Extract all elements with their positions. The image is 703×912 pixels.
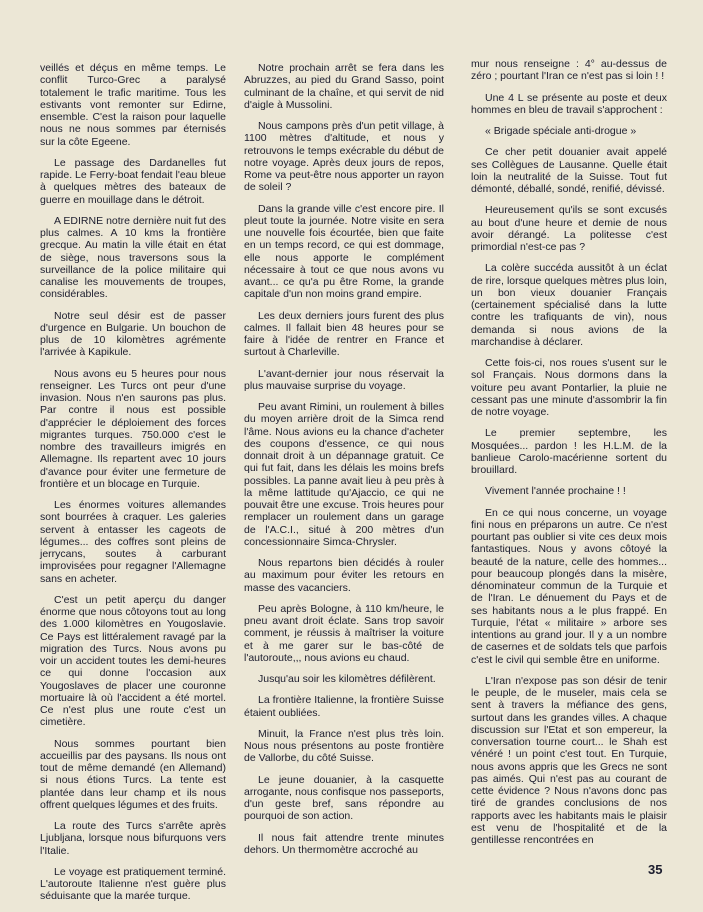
page-number: 35 xyxy=(648,862,663,877)
paragraph: Nous avons eu 5 heures pour nous renseigner. Les Turcs ont peur d'une invasion. Nous n'en saurons pas plus. Par contre il nous est possible d'apprécier le déploiement des forces migrantes turques. 750.000 c'est le nombre des travailleurs imigrés en Allemagne. Ils repartent avec 10 jours d'avance pour éviter une fermeture de frontière et un blocage en Turquie. xyxy=(40,367,226,490)
paragraph: Peu avant Rimini, un roulement à billes du moyen arrière droit de la Simca rend l'âme. Nous avions eu la chance d'acheter des coupons d'essence, ce qui nous donnait droit à un dépannage gratuit. Ce qui fut fait, dans les délais les moins brefs possibles. La panne avait lieu à peu près à la même lattitude qu'Ajaccio, ce qui ne pouvait être une excuse. Trois heures pour remplacer un roulement dans un garage de l'A.C.I., situé à 200 mètres d'un concessionnaire Simca-Chrysler. xyxy=(244,401,444,548)
paragraph: Ce cher petit douanier avait appelé ses Collègues de Lausanne. Quelle était loin la neutralité de la Suisse. Tout fut démonté, déballé, sondé, renifié, dévissé. xyxy=(471,146,667,195)
paragraph: veillés et déçus en même temps. Le conflit Turco-Grec a paralysé totalement le trafic maritime. Tous les estivants vont remonter sur Edirne, ensemble. C'est la raison pour laquelle nous ne nous sommes par éternisés sur la côte Egeene. xyxy=(40,62,226,148)
paragraph: Dans la grande ville c'est encore pire. Il pleut toute la journée. Notre visite en sera une nouvelle fois écourtée, bien que faite en un temps record, ce qui est dommage, elle nous apporte le complément nécessaire à tout ce que nous avons vu avant... ce qu'a pu être Rome, la grande capitale d'un non moins grand empire. xyxy=(244,202,444,301)
text-column-2 xyxy=(244,62,444,865)
paragraph: La frontière Italienne, la frontière Suisse étaient oubliées. xyxy=(244,694,444,719)
paragraph: Peu après Bologne, à 110 km/heure, le pneu avant droit éclate. Sans trop savoir comment, je réussis à maîtriser la voiture et à me garer sur le bas-côté de l'autoroute,,, nous avions eu chaud. xyxy=(244,602,444,664)
paragraph: Le voyage est pratiquement terminé. L'autoroute Italienne n'est guère plus séduisante que la marée turque. xyxy=(40,865,226,903)
paragraph: Le premier septembre, les Mosquées... pardon ! les H.L.M. de la banlieue Carolo-macérienne sortent du brouillard. xyxy=(471,427,667,476)
paragraph: Nous sommes pourtant bien accueillis par des paysans. Ils nous ont tout de même demandé (en Allemand) si nous étions Turcs. La tente est plantée dans leur champ et ils nous offrent quelques légumes et des fruits. xyxy=(40,737,226,811)
paragraph: Cette fois-ci, nos roues s'usent sur le sol Français. Nous dormons dans la voiture peu avant Pontarlier, la pluie ne cessant pas une minute d'assombrir la fin de notre voyage. xyxy=(471,357,667,418)
paragraph: A EDIRNE notre dernière nuit fut des plus calmes. A 10 kms la frontière grecque. Au matin la ville était en état de siège, nous traversons sous la surveillance de la police militaire qui canalise les mouvements de troupes, considérables. xyxy=(40,214,226,301)
paragraph: Nous campons près d'un petit village, à 1100 mètres d'altitude, et nous y retrouvons le temps exécrable du début de notre voyage. Après deux jours de repos, Rome va peut-être nous apporter un rayon de soleil ? xyxy=(244,120,444,194)
text-column-1 xyxy=(40,62,226,912)
paragraph: Minuit, la France n'est plus très loin. Nous nous présentons au poste frontière de Vallorbe, du côté Suisse. xyxy=(244,727,444,765)
paragraph: Heureusement qu'ils se sont excusés au bout d'une heure et demie de nous avoir dérangé. La politesse c'est primordial n'est-ce pas ? xyxy=(471,204,667,253)
paragraph: La colère succéda aussitôt à un éclat de rire, lorsque quelques mètres plus loin, un bon vieux douanier Français (certainement spécialisé dans la lutte contre les trafiquants de vin), nous demanda si nous avions de la marchandise à déclarer. xyxy=(471,262,667,348)
paragraph: Vivement l'année prochaine ! ! xyxy=(485,485,626,498)
paragraph: Notre seul désir est de passer d'urgence en Bulgarie. Un bouchon de plus de 10 kilomètres agrémente l'arrivée à Kapikule. xyxy=(40,309,226,359)
paragraph: Les deux derniers jours furent des plus calmes. Il fallait bien 48 heures pour se faire à l'idée de rentrer en France et surtout à Charleville. xyxy=(244,309,444,359)
paragraph: L'Iran n'expose pas son désir de tenir le peuple, de le museler, mais cela se sent à travers la méfiance des gens, surtout dans les grandes villes. A chaque discussion sur l'Etat et son empereur, la conversation tourne court... le Shah est vénéré ! un point c'est tout. En Turquie, nous avons appris que les Grecs ne sont pas aimés. Qui n'est pas au courant de cette évidence ? Nous n'avons donc pas tiré de grandes conclusions de nos rapports avec les habitants mais le plaisir est venu de l'hospitalité et de la gentillesse rencontrées en xyxy=(471,674,667,846)
paragraph: Le passage des Dardanelles fut rapide. Le Ferry-boat fendait l'eau bleue à quelques mètres des bateaux de guerre en mouillage dans le détroit. xyxy=(40,156,226,206)
paragraph: L'avant-dernier jour nous réservait la plus mauvaise surprise du voyage. xyxy=(244,367,444,392)
paragraph: La route des Turcs s'arrête après Ljubljana, lorsque nous bifurquons vers l'Italie. xyxy=(40,820,226,857)
text-column-3 xyxy=(471,58,667,855)
paragraph: Une 4 L se présente au poste et deux hommes en bleu de travail s'approchent : xyxy=(471,91,667,116)
paragraph: Notre prochain arrêt se fera dans les Abruzzes, au pied du Grand Sasso, point culminant de la chaîne, et qui servit de nid d'aigle à Mussolini. xyxy=(244,62,444,111)
paragraph: Il nous fait attendre trente minutes dehors. Un thermomètre accroché au xyxy=(244,831,444,856)
paragraph: « Brigade spéciale anti-drogue » xyxy=(485,125,637,137)
paragraph: Nous repartons bien décidés à rouler au maximum pour éviter les retours en masse des vacanciers. xyxy=(244,557,444,594)
paragraph: Les énormes voitures allemandes sont bourrées à craquer. Les galeries servent à entasser les cageots de légumes... des coffres sont pleins de jerrycans, soutes à carburant improvisées pour regagner l'Allemagne sans en acheter. xyxy=(40,499,226,585)
paragraph: Le jeune douanier, à la casquette arrogante, nous confisque nos passeports, d'un geste bref, sans répondre au pourquoi de son action. xyxy=(244,773,444,823)
paragraph: En ce qui nous concerne, un voyage fini nous en préparons un autre. Ce n'est pourtant pas oublier si vite ces deux mois fantastiques. Nous y avons côtoyé la beauté de la nature, celle des hommes... pour beaucoup plongés dans la misère, dénominateur commun de la Turquie et de l'Iran. Le dénuement du Pays et de ses habitants nous a le plus frappé. En Turquie, l'état « militaire » arbore ses intentions au grand jour. Il y a un nombre de casernes et de soldats tels que parfois c'est le civil qui semble être en uniforme. xyxy=(471,506,667,666)
paragraph: Jusqu'au soir les kilomètres défilèrent. xyxy=(258,673,436,685)
paragraph: C'est un petit aperçu du danger énorme que nous côtoyons tout au long des 1.000 kilomètres en Yougoslavie. Ce Pays est littéralement ravagé par la migration des Turcs. Nous avons pu voir un accident toutes les demi-heures ce qui donne l'occasion aux Yougoslaves de placer une couronne mortuaire là où l'accident a été mortel. Ce n'est plus une route c'est un cimetière. xyxy=(40,593,226,729)
paragraph: mur nous renseigne : 4° au-dessus de zéro ; pourtant l'Iran ce n'est pas si loin ! ! xyxy=(471,58,667,83)
